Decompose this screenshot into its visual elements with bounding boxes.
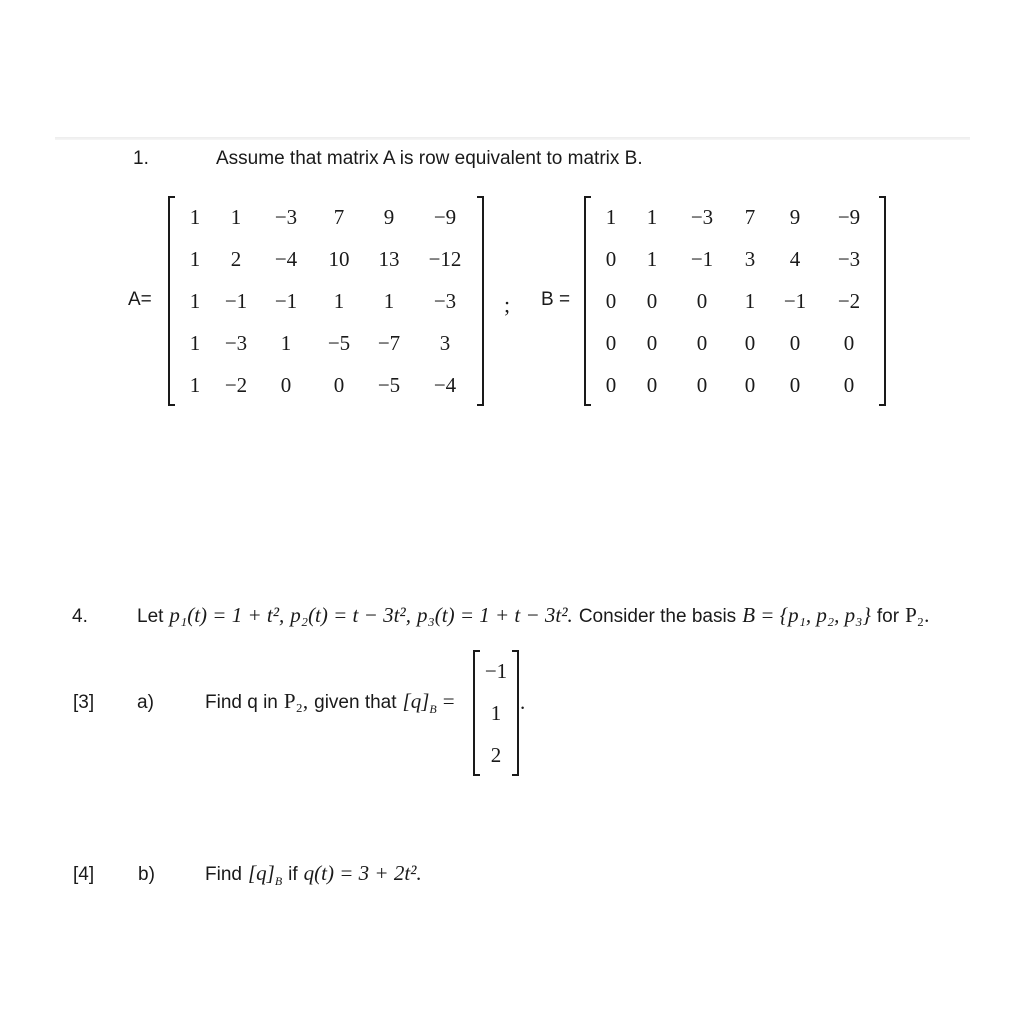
- part-b-coordinate: $[q]_B$: [247, 861, 283, 889]
- matrix-a-cell: −1: [274, 288, 298, 313]
- part-b-label: b): [138, 864, 155, 885]
- part-b-expression: q(t) = 3 + 2t².: [303, 861, 422, 885]
- matrix-b-cell: 0: [605, 330, 617, 355]
- question-1-number: 1.: [133, 148, 149, 169]
- matrix-a-cell: 7: [333, 204, 345, 229]
- matrix-a-cell: −3: [274, 204, 298, 229]
- part-a-label: a): [137, 692, 154, 713]
- matrix-b-cell: 0: [696, 330, 708, 355]
- matrix-b-cell: 3: [744, 246, 756, 271]
- matrix-b-cell: 0: [605, 288, 617, 313]
- matrix-a-cell: 1: [189, 246, 201, 271]
- question-1-text: Assume that matrix A is row equivalent to matrix B.: [216, 148, 643, 169]
- matrix-b-cell: 0: [789, 372, 801, 397]
- matrix-a-cell: −1: [224, 288, 248, 313]
- matrix-b-cell: 0: [744, 330, 756, 355]
- matrix-b-cell: 0: [646, 330, 658, 355]
- polynomial-p2: p₂(t) = t − 3t²,: [290, 603, 411, 627]
- matrix-a: [168, 196, 484, 406]
- matrix-a-cell: 1: [189, 330, 201, 355]
- matrix-b-cell: 9: [789, 204, 801, 229]
- matrix-a-cell: 10: [328, 246, 350, 271]
- matrix-b-cell: 0: [696, 372, 708, 397]
- matrix-a-cell: −3: [433, 288, 457, 313]
- for-word: for: [876, 606, 900, 627]
- part-a-coordinate: $[q]_B$: [402, 689, 437, 717]
- matrix-b-label: B =: [541, 289, 571, 310]
- matrix-a-cell: 9: [383, 204, 395, 229]
- let-word: Let: [137, 606, 164, 627]
- matrix-a-cell: 0: [280, 372, 292, 397]
- matrix-a-cell: −5: [327, 330, 351, 355]
- matrix-a-label: A=: [128, 289, 152, 310]
- part-a-equals: =: [442, 689, 455, 713]
- polynomial-p1: p₁(t) = 1 + t²,: [169, 603, 285, 627]
- top-divider: [55, 137, 970, 140]
- matrix-a-cell: −4: [274, 246, 298, 271]
- part-a-statement: [205, 689, 455, 717]
- matrix-b-cell: 0: [843, 372, 855, 397]
- matrix-b-cell: −3: [690, 204, 714, 229]
- matrix-b-cell: −9: [837, 204, 861, 229]
- matrix-separator: ;: [504, 292, 511, 317]
- matrix-b-cell: −3: [837, 246, 861, 271]
- matrix-a-cell: 1: [383, 288, 395, 313]
- part-b-statement: [205, 861, 422, 889]
- matrix-a-cell: −3: [224, 330, 248, 355]
- matrix-a-cell: −12: [428, 246, 462, 271]
- matrix-a-cell: −9: [433, 204, 457, 229]
- question-4-number: 4.: [72, 606, 88, 627]
- question-4-statement: [137, 603, 929, 628]
- matrix-a-cell: 0: [333, 372, 345, 397]
- matrix-a-cell: −2: [224, 372, 248, 397]
- matrix-b-cell: 0: [605, 246, 617, 271]
- vector-cell: 1: [490, 700, 502, 725]
- matrix-a-cell: 3: [439, 330, 451, 355]
- vector-cell: −1: [484, 658, 508, 683]
- matrix-b-cell: 1: [646, 204, 658, 229]
- matrix-b-cell: 0: [605, 372, 617, 397]
- polynomial-space: P₂.: [905, 603, 930, 627]
- part-a-find-text: Find q in: [205, 692, 278, 713]
- part-b-marks: [4]: [73, 864, 95, 885]
- matrix-b-cell: 0: [789, 330, 801, 355]
- matrix-b-cell: 0: [646, 288, 658, 313]
- part-b-if-text: if: [288, 864, 298, 885]
- matrix-a-cell: 1: [333, 288, 345, 313]
- part-a-marks: [3]: [73, 692, 95, 713]
- matrix-a-cell: 2: [230, 246, 242, 271]
- matrix-b: [584, 196, 886, 406]
- matrix-a-cell: 1: [189, 372, 201, 397]
- matrix-a-cell: −4: [433, 372, 457, 397]
- part-a-period: .: [520, 690, 526, 714]
- part-a-given-text: given that: [314, 692, 397, 713]
- matrix-b-cell: 0: [744, 372, 756, 397]
- matrix-a-cell: 1: [189, 204, 201, 229]
- matrix-b-cell: 0: [646, 372, 658, 397]
- consider-text: Consider the basis: [578, 606, 737, 627]
- matrix-b-cell: −2: [837, 288, 861, 313]
- matrix-b-cell: −1: [783, 288, 807, 313]
- matrix-b-cell: 1: [605, 204, 617, 229]
- matrix-b-cell: 1: [646, 246, 658, 271]
- matrix-b-cell: −1: [690, 246, 714, 271]
- matrix-a-cell: −7: [377, 330, 401, 355]
- matrix-a-cell: −5: [377, 372, 401, 397]
- matrix-a-cell: 13: [378, 246, 400, 271]
- matrix-a-cell: 1: [189, 288, 201, 313]
- polynomial-p3: p₃(t) = 1 + t − 3t².: [416, 603, 573, 627]
- vector-cell: 2: [490, 742, 502, 767]
- matrix-a-cell: 1: [230, 204, 242, 229]
- matrix-b-cell: 7: [744, 204, 756, 229]
- matrix-a-cell: 1: [280, 330, 292, 355]
- coordinate-vector: [473, 650, 519, 776]
- matrix-b-cell: 1: [744, 288, 756, 313]
- part-b-find-text: Find: [205, 864, 242, 885]
- matrix-b-cell: 0: [843, 330, 855, 355]
- basis-set: B = {p₁, p₂, p₃}: [742, 603, 871, 627]
- part-a-space: P₂,: [283, 689, 309, 713]
- matrix-b-cell: 0: [696, 288, 708, 313]
- matrix-b-cell: 4: [789, 246, 801, 271]
